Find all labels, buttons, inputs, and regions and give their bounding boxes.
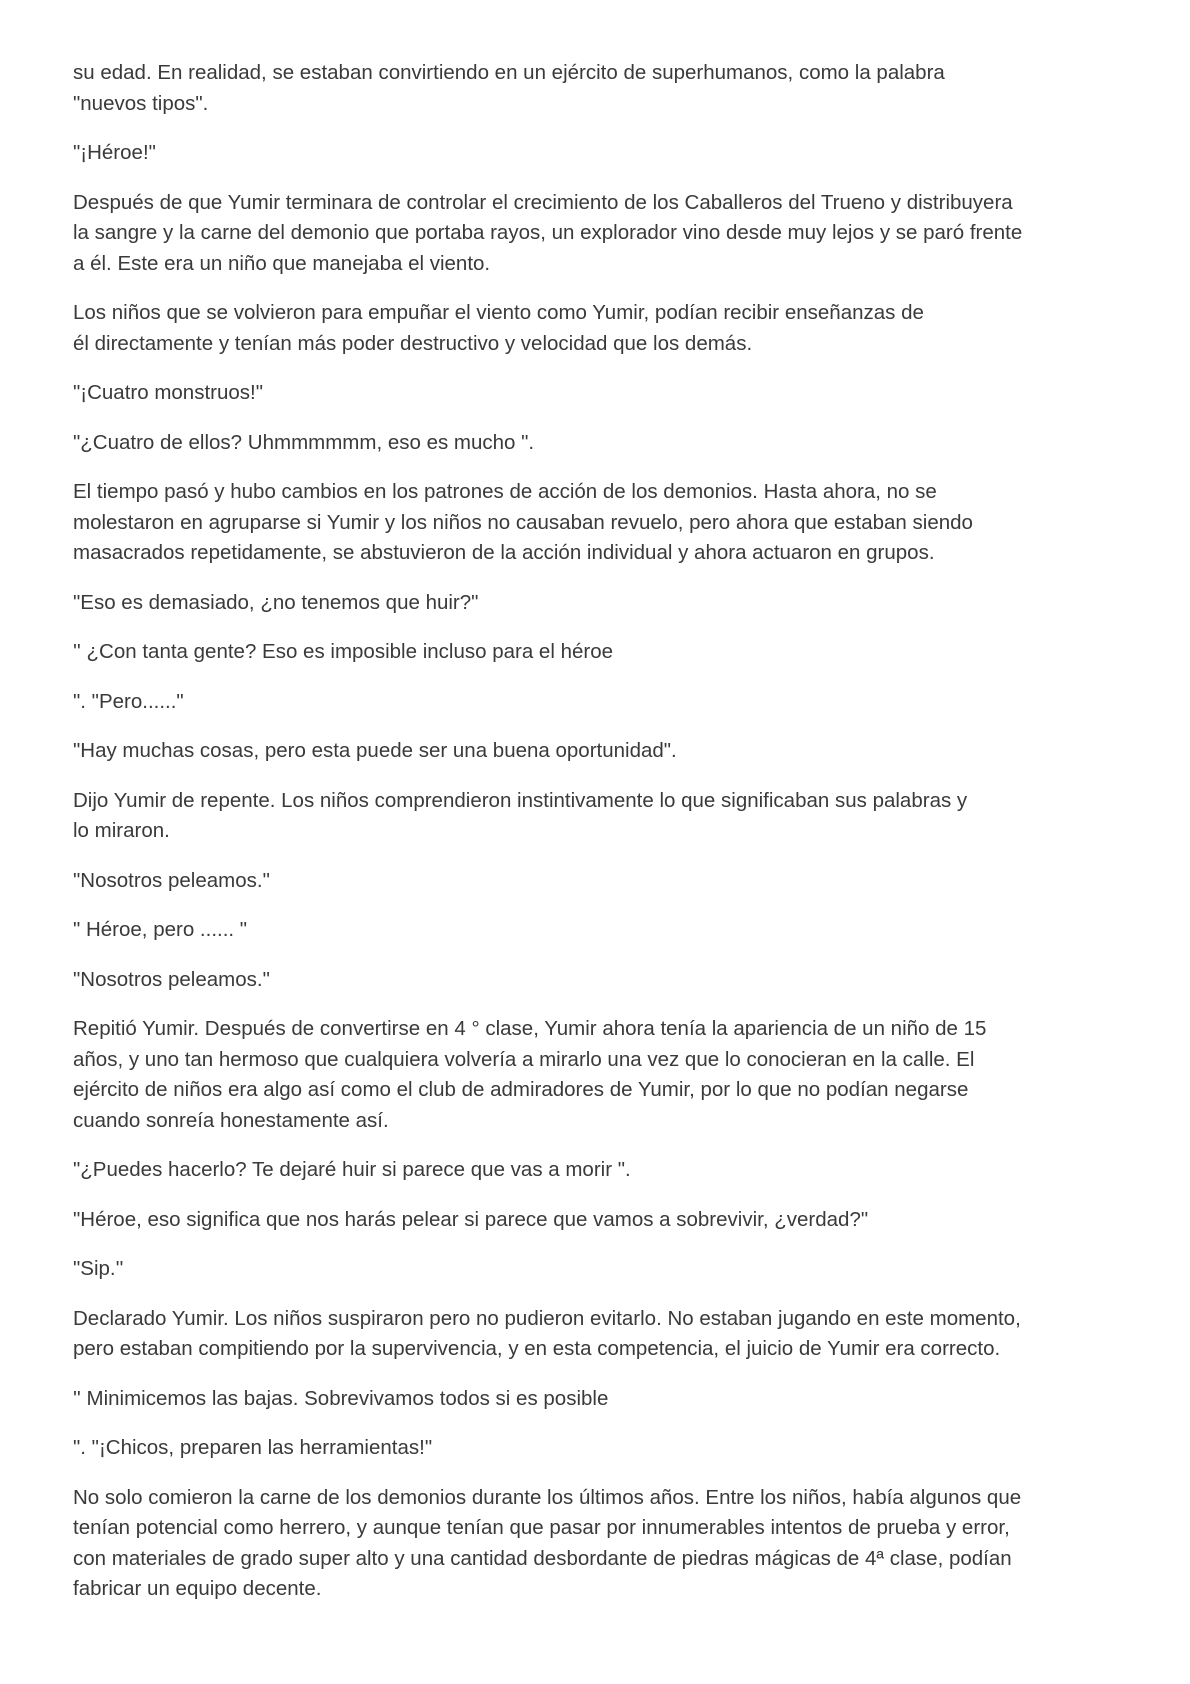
paragraph: No solo comieron la carne de los demonios durante los últimos años. Entre los niños, había algunos que tenían potencial como herrero, y aunque tenían que pasar por innumerables intentos de prueba y error, con materiales de grado super alto y una cantidad desbordante de piedras mágicas de 4ª clase, podían fabricar un equipo decente. <box>73 1485 1022 1600</box>
paragraph: '' ¿Con tanta gente? Eso es imposible incluso para el héroe <box>73 640 614 663</box>
paragraph: su edad. En realidad, se estaban convirtiendo en un ejército de superhumanos, como la palabra "nuevos tipos". <box>73 61 945 115</box>
paragraph: "Héroe, eso significa que nos harás pelear si parece que vamos a sobrevivir, ¿verdad?" <box>73 1207 869 1231</box>
paragraph: "Nosotros peleamos." <box>73 967 270 991</box>
paragraph: " Héroe, pero ...... " <box>73 918 248 941</box>
paragraph: ". "Pero......" <box>73 689 184 713</box>
paragraph: "¡Cuatro monstruos!" <box>73 381 264 404</box>
paragraph: "Sip.'' <box>73 1257 124 1280</box>
paragraph: "¿Cuatro de ellos? Uhmmmmmm, eso es mucho ". <box>73 430 535 454</box>
paragraph: Repitió Yumir. Después de convertirse en 4 ° clase, Yumir ahora tenía la apariencia de un niño de 15 años, y uno tan hermoso que cualquiera volvería a mirarlo una vez que lo conocieran en la calle. El ejército de niños era algo así como el club de admiradores de Yumir, por lo que no podían negarse cuando sonreía honestamente así. <box>73 1017 987 1132</box>
paragraph: Después de que Yumir terminara de controlar el crecimiento de los Caballeros del Trueno y distribuyera la sangre y la carne del demonio que portaba rayos, un explorador vino desde muy lejos y se paró frente a él. Este era un niño que manejaba el viento. <box>73 190 1023 275</box>
paragraph: "¿Puedes hacerlo? Te dejaré huir si parece que vas a morir ". <box>73 1158 631 1181</box>
paragraph: "Hay muchas cosas, pero esta puede ser una buena oportunidad". <box>73 739 677 762</box>
paragraph: ". "¡Chicos, preparen las herramientas!" <box>73 1436 433 1459</box>
document-page <box>73 58 1118 1624</box>
paragraph: "¡Héroe!" <box>73 141 156 164</box>
paragraph: Dijo Yumir de repente. Los niños comprendieron instintivamente lo que significaban sus palabras y lo miraron. <box>73 788 968 842</box>
paragraph: "Nosotros peleamos." <box>73 868 270 892</box>
paragraph: "Eso es demasiado, ¿no tenemos que huir?" <box>73 590 479 614</box>
paragraph: El tiempo pasó y hubo cambios en los patrones de acción de los demonios. Hasta ahora, no se molestaron en agruparse si Yumir y los niños no causaban revuelo, pero ahora que estaban siendo masacrados repetidamente, se abstuvieron de la acción individual y ahora actuaron en grupos. <box>73 480 973 564</box>
paragraph: Declarado Yumir. Los niños suspiraron pero no pudieron evitarlo. No estaban jugando en este momento, pero estaban compitiendo por la supervivencia, y en esta competencia, el juicio de Yumir era correcto. <box>73 1306 1021 1360</box>
paragraph: '' Minimicemos las bajas. Sobrevivamos todos si es posible <box>73 1386 609 1410</box>
paragraph: Los niños que se volvieron para empuñar el viento como Yumir, podían recibir enseñanzas de él directamente y tenían más poder destructivo y velocidad que los demás. <box>73 301 924 355</box>
